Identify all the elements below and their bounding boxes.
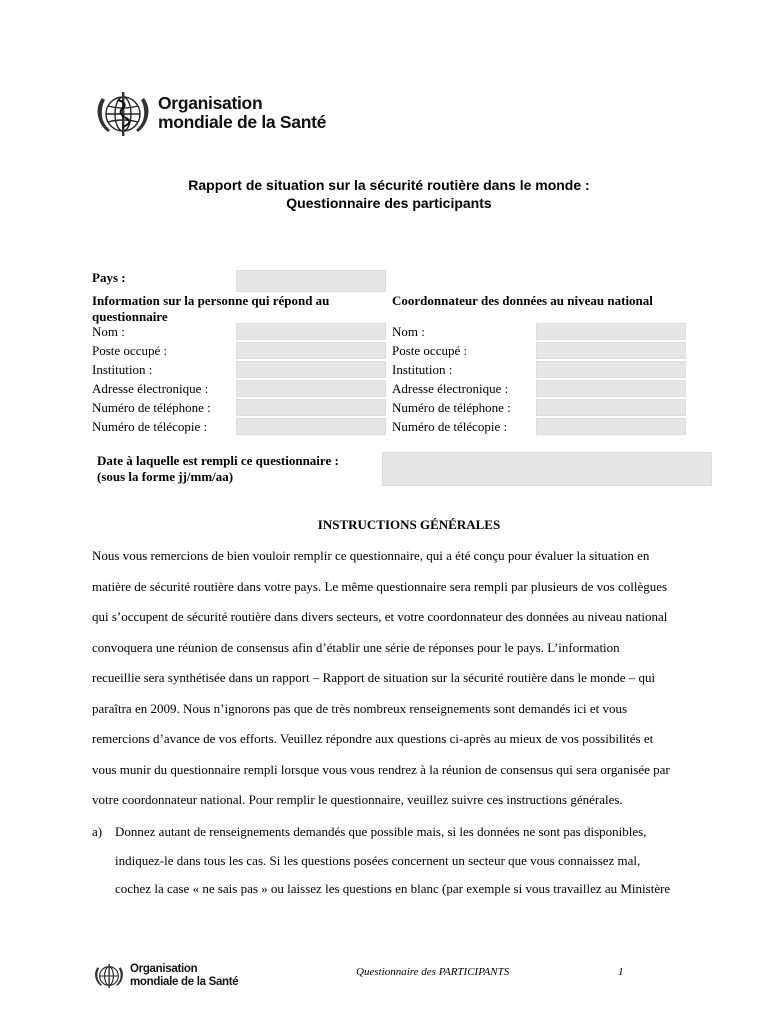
item-a-line: Donnez autant de renseignements demandés que possible mais, si les données ne sont pas disponibles, [115, 824, 647, 839]
paragraph-line: matière de sécurité routière dans votre pays. Le même questionnaire sera rempli par plusieurs de vos collègues [92, 578, 668, 594]
date-label-line2: (sous la forme jj/mm/aa) [97, 469, 234, 484]
org-name [158, 94, 326, 132]
paragraph-line: vous munir du questionnaire rempli lorsque vous vous rendrez à la réunion de consensus qui sera organisée par [92, 761, 670, 777]
coordinator-field-input[interactable] [536, 399, 686, 416]
instructions-paragraph [92, 541, 732, 816]
coordinator-field-input[interactable] [536, 380, 686, 397]
coordinator-field-label: Nom : [392, 324, 425, 339]
date-label [97, 453, 377, 485]
who-logo [92, 88, 332, 140]
footer-org-line1: Organisation [130, 963, 198, 975]
org-name-line2: mondiale de la Santé [158, 112, 327, 132]
respondent-field-input[interactable] [236, 323, 386, 340]
page-title [0, 176, 770, 212]
paragraph-line: remercions d’avance de vos efforts. Veuillez répondre aux questions ci-après au mieux de vos possibilités et [92, 731, 654, 746]
title-line1: Rapport de situation sur la sécurité routière dans le monde : [188, 177, 590, 193]
respondent-field-label: Adresse électronique : [92, 381, 209, 396]
respondent-field-label: Poste occupé : [92, 343, 168, 358]
coordinator-field-label: Poste occupé : [392, 343, 468, 358]
footer-org-line2: mondiale de la Santé [130, 976, 239, 988]
who-emblem-icon [92, 960, 126, 992]
respondent-field-input[interactable] [236, 361, 386, 378]
page-number: 1 [618, 966, 624, 978]
footer-title: Questionnaire des PARTICIPANTS [356, 966, 510, 978]
coordinator-heading: Coordonnateur des données au niveau national [392, 293, 653, 308]
respondent-field-input[interactable] [236, 380, 386, 397]
instructions-heading: INSTRUCTIONS GÉNÉRALES [317, 517, 501, 532]
date-label-line1: Date à laquelle est rempli ce questionnaire : [97, 453, 339, 468]
respondent-field-label: Nom : [92, 324, 125, 339]
coordinator-field-input[interactable] [536, 323, 686, 340]
respondent-field-input[interactable] [236, 342, 386, 359]
item-a-marker: a) [92, 824, 103, 839]
date-field[interactable] [382, 452, 712, 486]
who-emblem-icon [92, 88, 154, 140]
paragraph-line: paraîtra en 2009. Nous n’ignorons pas que de très nombreux renseignements sont demandés ici et vous [92, 700, 628, 716]
country-label: Pays : [92, 270, 126, 285]
paragraph-line: votre coordonnateur national. Pour remplir le questionnaire, veuillez suivre ces instructions générales. [92, 792, 623, 807]
paragraph-line: convoquera une réunion de consensus afin d’établir une série de réponses pour le pays. L’information [92, 639, 620, 655]
paragraph-line: recueillie sera synthétisée dans un rapport – Rapport de situation sur la sécurité routière dans le monde – qui [92, 670, 656, 685]
respondent-field-input[interactable] [236, 418, 386, 435]
item-a-text [115, 818, 735, 904]
respondent-field-input[interactable] [236, 399, 386, 416]
footer-org-name [130, 963, 238, 989]
title-line2: Questionnaire des participants [286, 195, 492, 211]
coordinator-field-label: Institution : [392, 362, 453, 377]
item-a-line: cochez la case « ne sais pas » ou laissez les questions en blanc (par exemple si vous travaillez au Ministère [115, 881, 671, 896]
coordinator-field-label: Adresse électronique : [392, 381, 509, 396]
coordinator-field-label: Numéro de télécopie : [392, 419, 508, 434]
footer-logo [92, 960, 252, 994]
item-a-line: indiquez-le dans tous les cas. Si les questions posées concernent un secteur que vous connaissez mal, [115, 852, 641, 868]
country-field[interactable] [236, 270, 386, 292]
respondent-field-label: Numéro de télécopie : [92, 419, 208, 434]
coordinator-field-input[interactable] [536, 361, 686, 378]
paragraph-line: qui s’occupent de sécurité routière dans divers secteurs, et votre coordonnateur des données au niveau national [92, 609, 668, 624]
coordinator-field-input[interactable] [536, 342, 686, 359]
paragraph-line: Nous vous remercions de bien vouloir remplir ce questionnaire, qui a été conçu pour évaluer la situation en [92, 548, 650, 563]
respondent-field-label: Numéro de téléphone : [92, 400, 211, 415]
respondent-heading: Information sur la personne qui répond au questionnaire [92, 293, 330, 324]
org-name-line1: Organisation [158, 93, 263, 113]
coordinator-field-label: Numéro de téléphone : [392, 400, 511, 415]
coordinator-field-input[interactable] [536, 418, 686, 435]
respondent-field-label: Institution : [92, 362, 153, 377]
